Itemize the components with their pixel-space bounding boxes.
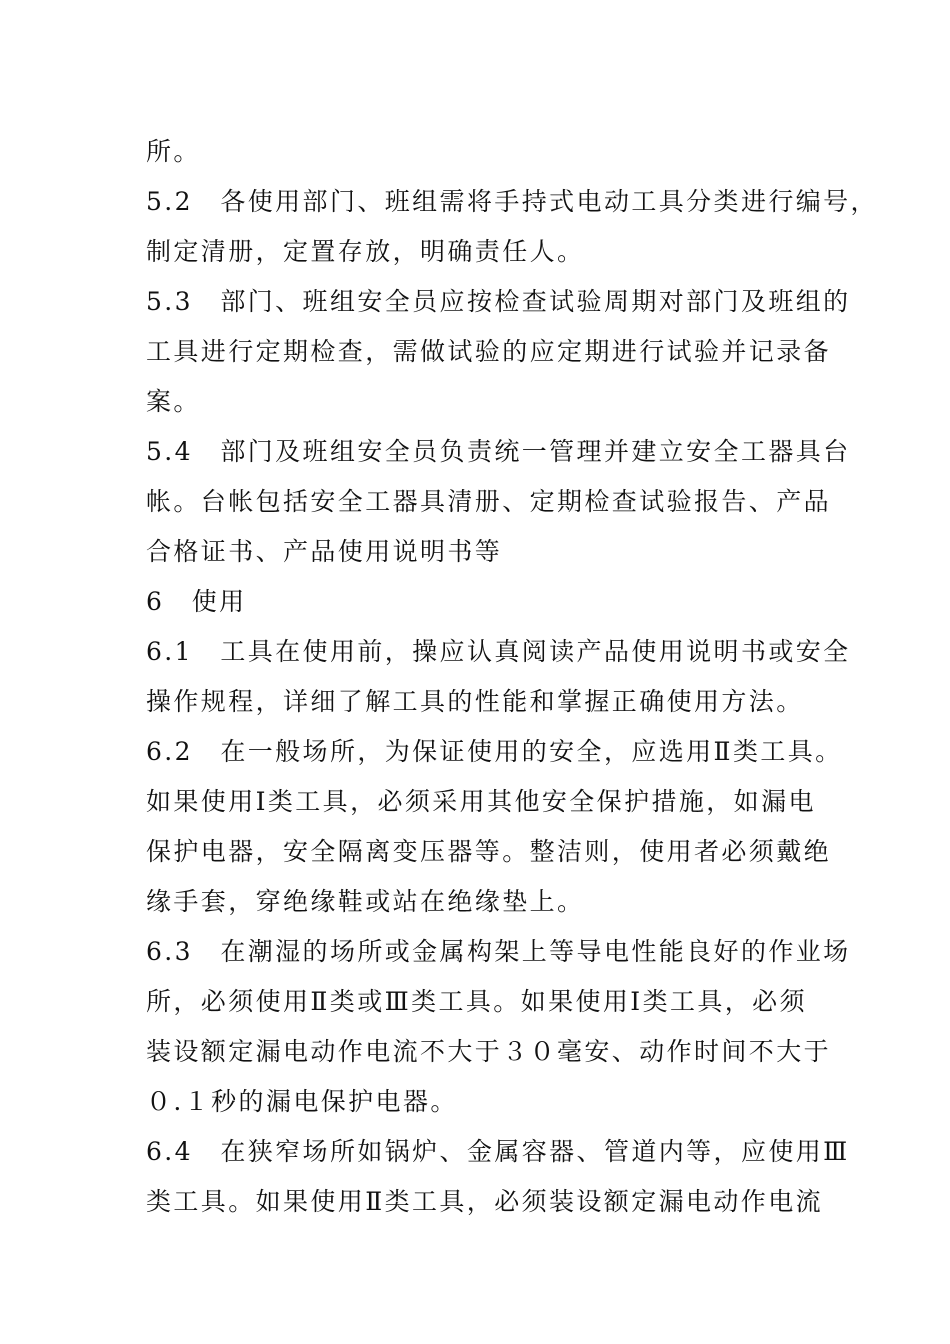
text-line: 操作规程，详细了解工具的性能和掌握正确使用方法。: [146, 687, 804, 716]
section-6-4-line: 6.4 在狭窄场所如锅炉、金属容器、管道内等，应使用Ⅲ: [146, 1137, 850, 1166]
text-line: 装设额定漏电动作电流不大于３０毫安、动作时间不大于: [146, 1037, 832, 1066]
text-line: 工具进行定期检查，需做试验的应定期进行试验并记录备: [146, 337, 832, 366]
text-line: 类工具。如果使用Ⅱ类工具，必须装设额定漏电动作电流: [146, 1187, 823, 1216]
text-line: 所，必须使用Ⅱ类或Ⅲ类工具。如果使用Ⅰ类工具，必须: [146, 987, 807, 1016]
text-line: 如果使用Ⅰ类工具，必须采用其他安全保护措施，如漏电: [146, 787, 816, 816]
section-6-1-line: 6.1 工具在使用前，操应认真阅读产品使用说明书或安全: [146, 637, 851, 666]
text-line: 合格证书、产品使用说明书等: [146, 537, 503, 566]
text-line: ０.１秒的漏电保护电器。: [146, 1087, 458, 1116]
text-line: 所。: [146, 137, 201, 166]
text-line: 案。: [146, 387, 201, 416]
section-6-heading: 6 使用: [146, 587, 247, 616]
section-5-3-line: 5.3 部门、班组安全员应按检查试验周期对部门及班组的: [146, 287, 851, 316]
text-line: 制定清册，定置存放，明确责任人。: [146, 237, 585, 266]
text-line: 保护电器，安全隔离变压器等。整洁则，使用者必须戴绝: [146, 837, 832, 866]
section-6-2-line: 6.2 在一般场所，为保证使用的安全，应选用Ⅱ类工具。: [146, 737, 843, 766]
text-line: 缘手套，穿绝缘鞋或站在绝缘垫上。: [146, 887, 585, 916]
section-5-4-line: 5.4 部门及班组安全员负责统一管理并建立安全工器具台: [146, 437, 851, 466]
section-5-2-line: 5.2 各使用部门、班组需将手持式电动工具分类进行编号，: [146, 187, 878, 216]
section-6-3-line: 6.3 在潮湿的场所或金属构架上等导电性能良好的作业场: [146, 937, 851, 966]
text-line: 帐。台帐包括安全工器具清册、定期检查试验报告、产品: [146, 487, 832, 516]
